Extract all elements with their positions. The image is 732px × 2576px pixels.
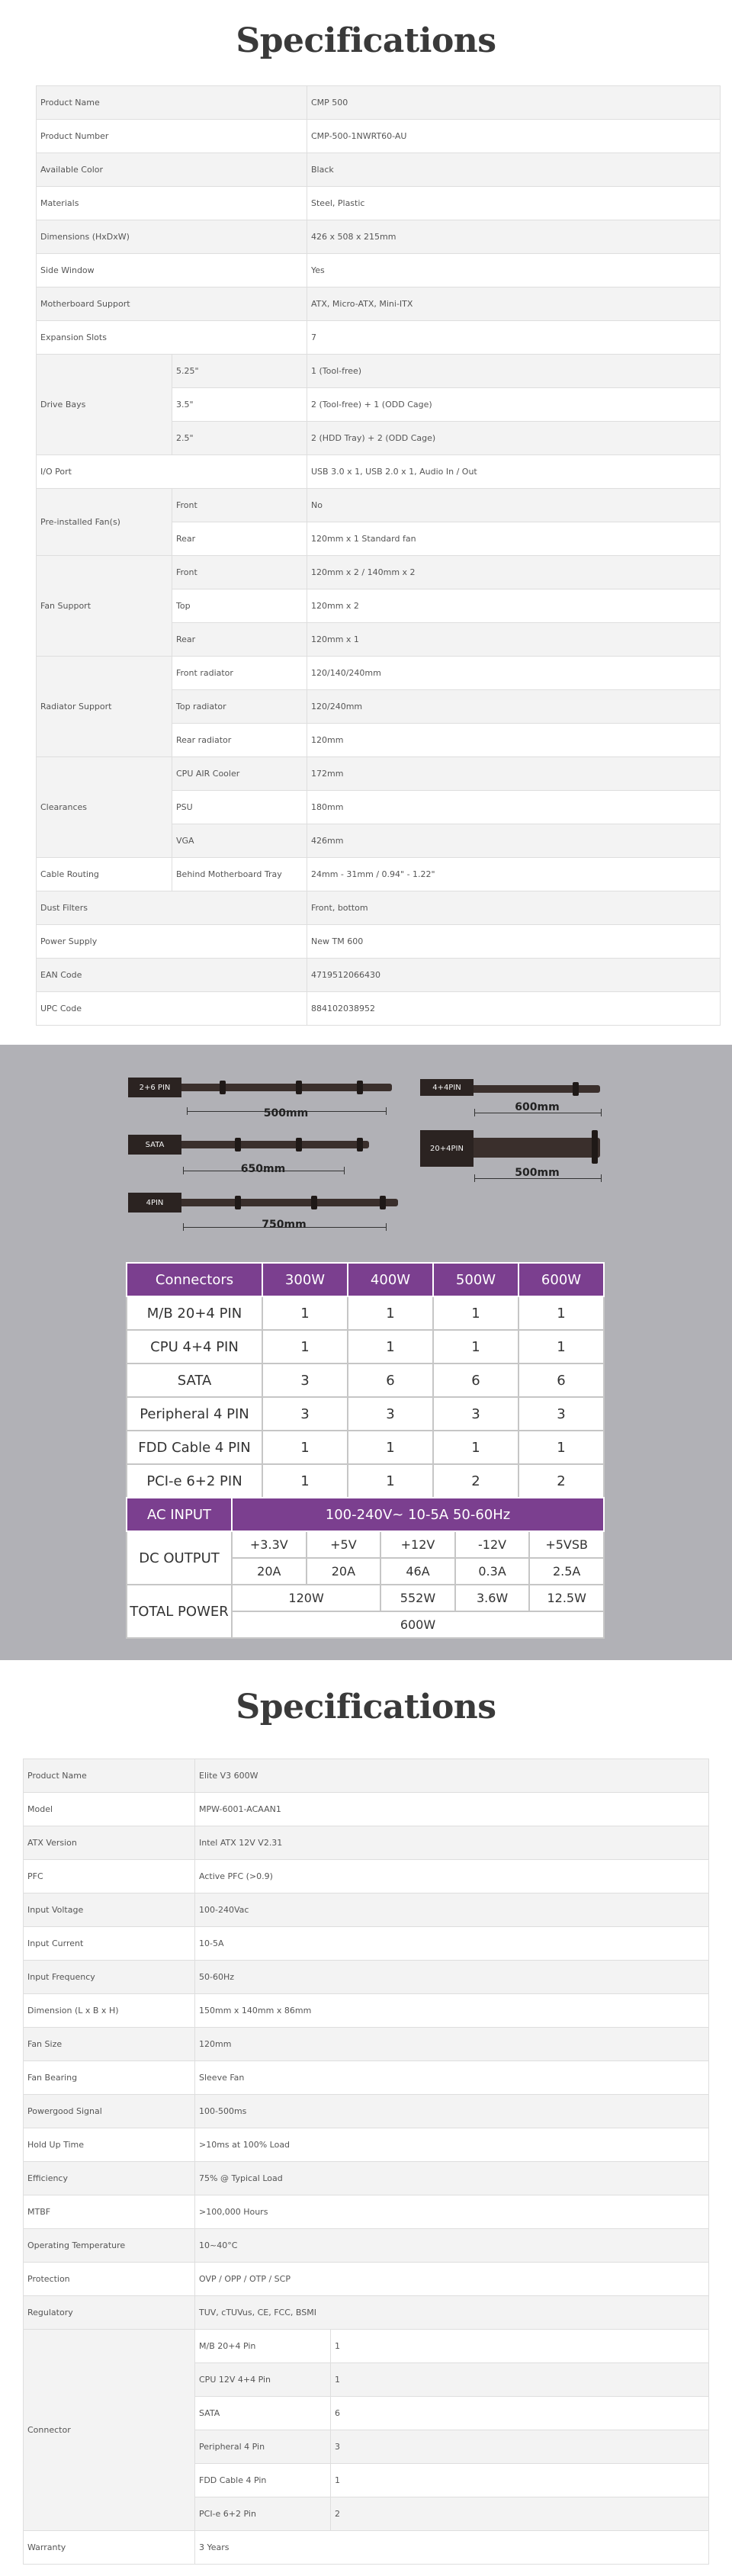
row-label: Motherboard Support [37,287,307,321]
row-value: 75% @ Typical Load [195,2162,709,2195]
row-value: 426 x 508 x 215mm [307,220,721,254]
psu-spec-table [23,1759,709,2565]
cell: 1 [518,1330,604,1363]
row-label: Model [24,1793,195,1826]
row-label: Available Color [37,153,307,187]
row-value: 2 (HDD Tray) + 2 (ODD Cage) [307,422,721,455]
cell: -12V [455,1531,530,1558]
cell: 1 [262,1296,348,1330]
table-row [24,2229,709,2263]
row-value: 1 (Tool-free) [307,355,721,388]
total-power-label: TOTAL POWER [127,1585,232,1638]
row-value: 4719512066430 [307,959,721,992]
row-value: 120mm x 1 [307,623,721,657]
row-value: Front, bottom [307,891,721,925]
cable-atx-main [420,1130,603,1167]
table-row [24,1961,709,1994]
sub-label: Front [172,489,307,522]
table-row [24,2531,709,2565]
column-header: Connectors [127,1263,262,1296]
table-row [37,489,721,522]
row-value: No [307,489,721,522]
section-title: Specifications [236,21,496,60]
cell: 1 [433,1330,518,1363]
row-value: USB 3.0 x 1, USB 2.0 x 1, Audio In / Out [307,455,721,489]
cell: 1 [518,1296,604,1330]
sub-label: PCI-e 6+2 Pin [195,2497,331,2531]
table-row [37,120,721,153]
sub-label: Behind Motherboard Tray [172,858,307,891]
dc-output-label: DC OUTPUT [127,1531,232,1585]
table-row [24,1893,709,1927]
table-row [37,959,721,992]
table-row [37,556,721,589]
table-row [127,1431,604,1464]
row-label: Drive Bays [37,355,172,455]
sub-label: 2.5" [172,422,307,455]
row-label: Fan Support [37,556,172,657]
cell: CPU 4+4 PIN [127,1330,262,1363]
row-value: 120mm x 2 [307,589,721,623]
row-label: Product Name [37,86,307,120]
sub-label: Front radiator [172,657,307,690]
cell: 6 [433,1363,518,1397]
table-row [127,1363,604,1397]
table-row [24,2095,709,2128]
table-row [37,321,721,355]
table-row [24,1793,709,1826]
row-label: Dimensions (HxDxW) [37,220,307,254]
cable-length-label: 650mm [240,1163,286,1175]
row-label: Product Number [37,120,307,153]
cell: 1 [262,1431,348,1464]
cable-peripheral [128,1193,403,1213]
row-label: Regulatory [24,2296,195,2330]
cable-length-label: 500mm [515,1167,560,1179]
row-value: 120mm x 1 Standard fan [307,522,721,556]
sub-label: VGA [172,824,307,858]
row-value: Intel ATX 12V V2.31 [195,1826,709,1860]
cable-clip [296,1081,302,1094]
row-label: Fan Bearing [24,2061,195,2095]
cable-wire [174,1199,398,1206]
cable-wire [174,1141,369,1148]
table-row [37,858,721,891]
row-label: Protection [24,2263,195,2296]
row-label: EAN Code [37,959,307,992]
row-value: 50-60Hz [195,1961,709,1994]
row-label: Operating Temperature [24,2229,195,2263]
cable-sata [128,1135,372,1155]
cell: 20A [232,1558,307,1585]
row-value: 172mm [307,757,721,791]
row-value: 100-240Vac [195,1893,709,1927]
row-label: Fan Size [24,2028,195,2061]
table-row [37,657,721,690]
table-row [37,187,721,220]
cell: 1 [518,1431,604,1464]
cell: 3.6W [455,1585,530,1611]
row-label: MTBF [24,2195,195,2229]
cell: M/B 20+4 PIN [127,1296,262,1330]
cable-clip [296,1138,302,1151]
cell: 6 [518,1363,604,1397]
row-label: Input Current [24,1927,195,1961]
row-label: Dust Filters [37,891,307,925]
table-row [37,153,721,187]
table-row [24,2162,709,2195]
connectors-table [126,1262,605,1498]
row-label: Input Voltage [24,1893,195,1927]
cell: 1 [348,1330,433,1363]
cable-pcie [128,1078,395,1097]
sub-label: PSU [172,791,307,824]
table-row [24,2128,709,2162]
ac-input-label: AC INPUT [127,1498,232,1531]
row-value: 120mm x 2 / 140mm x 2 [307,556,721,589]
cell: 1 [348,1431,433,1464]
row-value: 7 [307,321,721,355]
table-row [37,220,721,254]
cable-connector-plug: 20+4PIN [420,1130,474,1167]
table-row [127,1585,604,1611]
row-value: 1 [331,2363,709,2397]
case-spec-table [36,85,721,1026]
table-row [37,757,721,791]
cell: FDD Cable 4 PIN [127,1431,262,1464]
row-label: PFC [24,1860,195,1893]
sub-label: SATA [195,2397,331,2430]
row-label: Warranty [24,2531,195,2565]
table-row [24,1826,709,1860]
row-label: Clearances [37,757,172,858]
cell: 3 [262,1397,348,1431]
row-value: CMP 500 [307,86,721,120]
cell: 1 [262,1330,348,1363]
cable-clip [311,1196,317,1209]
cell: 0.3A [455,1558,530,1585]
row-value: 120mm [307,724,721,757]
cable-clip [235,1138,241,1151]
cable-clip [235,1196,241,1209]
cell: 46A [380,1558,455,1585]
row-value: 2 (Tool-free) + 1 (ODD Cage) [307,388,721,422]
row-value: 24mm - 31mm / 0.94" - 1.22" [307,858,721,891]
table-row [127,1330,604,1363]
table-row [24,2028,709,2061]
sub-label: Rear [172,623,307,657]
cable-clip [357,1138,363,1151]
cable-length-label: 750mm [262,1219,307,1231]
cell: 3 [518,1397,604,1431]
cell: Peripheral 4 PIN [127,1397,262,1431]
row-label: ATX Version [24,1826,195,1860]
cell: 2 [518,1464,604,1498]
sub-label: CPU AIR Cooler [172,757,307,791]
row-label: Pre-installed Fan(s) [37,489,172,556]
total-power-value: 600W [232,1611,604,1638]
sub-label: 3.5" [172,388,307,422]
sub-label: Peripheral 4 Pin [195,2430,331,2464]
cell: 3 [348,1397,433,1431]
cable-connector-plug: 2+6 PIN [128,1078,181,1097]
row-value: 100-500ms [195,2095,709,2128]
cell: 1 [348,1464,433,1498]
table-row [24,2296,709,2330]
row-value: 2 [331,2497,709,2531]
sub-label: 5.25" [172,355,307,388]
cable-cpu [420,1079,603,1099]
row-value: 120mm [195,2028,709,2061]
row-value: Yes [307,254,721,287]
table-row [37,355,721,388]
table-row [24,2263,709,2296]
row-label: Cable Routing [37,858,172,891]
cell: 20A [307,1558,381,1585]
cell: 1 [348,1296,433,1330]
row-value: MPW-6001-ACAAN1 [195,1793,709,1826]
row-value: Steel, Plastic [307,187,721,220]
table-row [127,1498,604,1531]
sub-label: Top [172,589,307,623]
row-label: Input Frequency [24,1961,195,1994]
row-label: Side Window [37,254,307,287]
row-label: Efficiency [24,2162,195,2195]
table-row [37,254,721,287]
row-value: 884102038952 [307,992,721,1026]
table-row [127,1531,604,1558]
cell: 2 [433,1464,518,1498]
table-row [24,1927,709,1961]
cable-clip [220,1081,226,1094]
table-row [127,1464,604,1498]
cable-connector-plug: 4PIN [128,1193,181,1213]
column-header: 400W [348,1263,433,1296]
row-value: OVP / OPP / OTP / SCP [195,2263,709,2296]
row-value: ATX, Micro-ATX, Mini-ITX [307,287,721,321]
cable-wire [466,1085,600,1093]
table-row [24,1759,709,1793]
cable-connector-plug: SATA [128,1135,181,1155]
sub-label: Front [172,556,307,589]
cell: +12V [380,1531,455,1558]
column-header: 600W [518,1263,604,1296]
row-value: 426mm [307,824,721,858]
table-row [37,891,721,925]
cell: 120W [232,1585,380,1611]
row-value: New TM 600 [307,925,721,959]
row-value: >100,000 Hours [195,2195,709,2229]
row-label: Product Name [24,1759,195,1793]
row-label: Materials [37,187,307,220]
row-label: I/O Port [37,455,307,489]
cell: 2.5A [529,1558,604,1585]
row-value: 1 [331,2464,709,2497]
cell: 12.5W [529,1585,604,1611]
row-label: Connector [24,2330,195,2531]
table-row [24,2330,709,2363]
table-header-row [127,1263,604,1296]
row-label: Expansion Slots [37,321,307,355]
table-row [24,2061,709,2095]
cable-length-label: 600mm [515,1101,560,1113]
cable-clip [573,1082,579,1096]
cell: 1 [433,1296,518,1330]
cell: 3 [433,1397,518,1431]
table-row [37,86,721,120]
row-label: Radiator Support [37,657,172,757]
cell: 552W [380,1585,455,1611]
section-title: Specifications [236,1688,496,1726]
row-label: UPC Code [37,992,307,1026]
row-label: Hold Up Time [24,2128,195,2162]
row-label: Dimension (L x B x H) [24,1994,195,2028]
cell: 1 [433,1431,518,1464]
cell: +5V [307,1531,381,1558]
row-value: 6 [331,2397,709,2430]
row-value: 3 [331,2430,709,2464]
column-header: 500W [433,1263,518,1296]
sub-label: Rear radiator [172,724,307,757]
cell: 1 [262,1464,348,1498]
table-row [24,2195,709,2229]
cable-clip [592,1130,598,1164]
power-output-table [126,1497,605,1639]
table-row [37,992,721,1026]
row-value: TUV, cTUVus, CE, FCC, BSMI [195,2296,709,2330]
row-value: 120/140/240mm [307,657,721,690]
row-label: Power Supply [37,925,307,959]
row-value: 10-5A [195,1927,709,1961]
row-value: 180mm [307,791,721,824]
sub-label: FDD Cable 4 Pin [195,2464,331,2497]
table-row [24,1994,709,2028]
row-value: >10ms at 100% Load [195,2128,709,2162]
cell: PCI-e 6+2 PIN [127,1464,262,1498]
row-label: Powergood Signal [24,2095,195,2128]
row-value: CMP-500-1NWRT60-AU [307,120,721,153]
row-value: 150mm x 140mm x 86mm [195,1994,709,2028]
cell: 6 [348,1363,433,1397]
cell: 3 [262,1363,348,1397]
row-value: Black [307,153,721,187]
column-header: 300W [262,1263,348,1296]
table-row [127,1296,604,1330]
ac-input-value: 100-240V~ 10-5A 50-60Hz [232,1498,604,1531]
row-value: Active PFC (>0.9) [195,1860,709,1893]
row-value: 3 Years [195,2531,709,2565]
table-row [37,925,721,959]
table-row [127,1397,604,1431]
cable-clip [380,1196,386,1209]
case-specifications-section [0,0,732,1045]
cable-connector-plug: 4+4PIN [420,1079,474,1096]
cable-clip [357,1081,363,1094]
cable-length-label: 500mm [263,1107,309,1119]
cable-wire [466,1138,600,1158]
sub-label: M/B 20+4 Pin [195,2330,331,2363]
table-row [37,287,721,321]
table-row [24,1860,709,1893]
sub-label: Top radiator [172,690,307,724]
cell: +3.3V [232,1531,307,1558]
row-value: Elite V3 600W [195,1759,709,1793]
sub-label: Rear [172,522,307,556]
table-row [37,455,721,489]
row-value: 10~40°C [195,2229,709,2263]
cell: +5VSB [529,1531,604,1558]
sub-label: CPU 12V 4+4 Pin [195,2363,331,2397]
cell: SATA [127,1363,262,1397]
row-value: Sleeve Fan [195,2061,709,2095]
row-value: 120/240mm [307,690,721,724]
row-value: 1 [331,2330,709,2363]
